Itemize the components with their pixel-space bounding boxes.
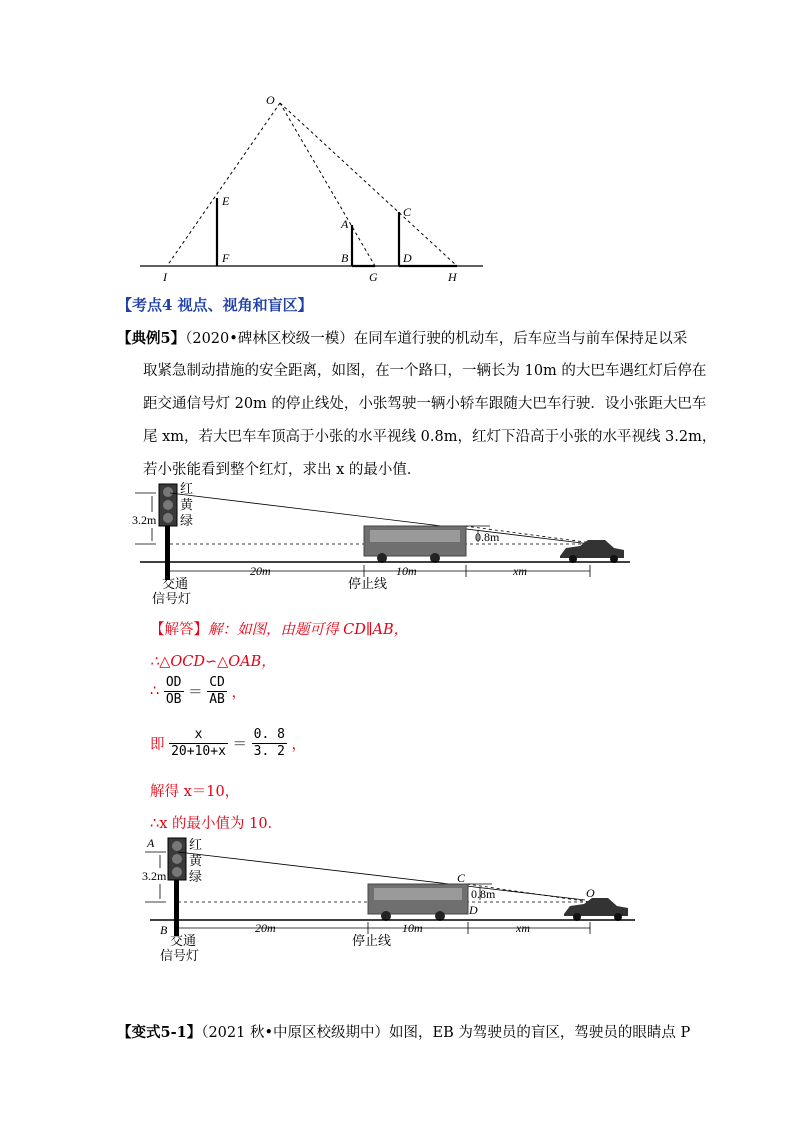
- example5-line-3: 距交通信号灯 20m 的停止线处，小张驾驶一辆小轿车跟随大巴车行驶．设小张距大巴车: [143, 396, 707, 412]
- label-G: G: [369, 270, 378, 284]
- signal-label-2: 信号灯: [152, 591, 192, 606]
- fig3-height-label: 3.2m: [142, 869, 167, 883]
- equals-sign-2: ＝: [232, 737, 248, 753]
- equals-sign-1: ＝: [188, 685, 203, 701]
- example5-tag: 【典例5】: [117, 330, 186, 347]
- fig3-label-A: A: [147, 836, 155, 850]
- answer-line-2: ∴△OCD∽△OAB，: [150, 654, 276, 670]
- label-F: F: [222, 251, 230, 265]
- fig3-car: [564, 898, 628, 921]
- frac1-num-a: OD: [165, 675, 182, 690]
- bus-gap-label: 0.8m: [475, 530, 500, 544]
- fig3-light-yellow-label: 黄: [189, 853, 203, 868]
- example5-line-2: 取紧急制动措施的安全距离，如图，在一个路口，一辆长为 10m 的大巴车遇红灯后停在: [143, 363, 707, 379]
- stop-line-label: 停止线: [348, 576, 388, 591]
- fraction-cd-ab: [207, 675, 227, 708]
- answer-line-3: [150, 675, 246, 708]
- fig3-dist-xm: xm: [516, 921, 530, 935]
- label-E: E: [222, 194, 230, 208]
- label-A: A: [341, 217, 349, 231]
- variant-text: （2021 秋•中原区校级期中）如图，EB 为驾驶员的盲区，驾驶员的眼睛点 P: [201, 1025, 691, 1041]
- fig3-dist-10m: 10m: [402, 921, 423, 935]
- light-red-label: 红: [180, 481, 194, 496]
- light-green-label: 绿: [180, 513, 194, 528]
- figure-traffic-light-labeled: [140, 832, 640, 966]
- answer-line-1: [150, 618, 408, 639]
- ray-OI: [167, 103, 280, 266]
- frac1-num-b: CD: [209, 675, 225, 690]
- frac2-num-b: 0. 8: [253, 727, 285, 742]
- fig3-label-C: C: [457, 871, 466, 885]
- dist-20m: 20m: [250, 564, 271, 578]
- frac1-den-b: AB: [209, 692, 225, 707]
- fig3-signal-label-1: 交通: [170, 933, 197, 948]
- fig3-label-O: O: [586, 886, 595, 900]
- frac1-den-a: OB: [165, 692, 182, 707]
- answer-line-4: [150, 727, 306, 760]
- frac2-den-b: 3. 2: [253, 744, 285, 759]
- traffic-light: [159, 484, 177, 580]
- fraction-x: [169, 727, 228, 760]
- ray-OG: [280, 103, 375, 266]
- label-C: C: [403, 205, 412, 219]
- signal-label-1: 交通: [162, 576, 189, 591]
- fig3-light-green-label: 绿: [189, 869, 203, 884]
- fig3-stop-line-label: 停止线: [352, 933, 392, 948]
- answer-line-6: ∴x 的最小值为 10．: [150, 816, 283, 832]
- figure-sight-lines: [135, 88, 495, 288]
- comma-2: ，: [291, 737, 307, 753]
- variant-tag: 【变式5-1】: [117, 1024, 202, 1041]
- example5-line-4: 尾 xm，若大巴车车顶高于小张的水平视线 0.8m，红灯下沿高于小张的水平视线 3.2m，: [143, 429, 717, 445]
- label-D: D: [403, 251, 412, 265]
- frac2-den-a: 20+10+x: [171, 744, 226, 759]
- answer-text-1: 解：如图，由题可得 CD∥AB，: [208, 622, 409, 638]
- frac2-num-a: x: [194, 727, 203, 742]
- bus: [364, 526, 466, 563]
- label-H: H: [448, 270, 457, 284]
- ray-OH: [280, 103, 457, 266]
- example5-text-1: （2020•碑林区校级一模）在同车道行驶的机动车，后车应当与前车保持足以采: [185, 331, 688, 347]
- answer-line-5: 解得 x＝10，: [150, 784, 240, 800]
- car: [560, 540, 624, 563]
- fig3-signal-label-2: 信号灯: [160, 948, 200, 963]
- fig3-label-D: D: [469, 903, 478, 917]
- dist-xm: xm: [513, 564, 527, 578]
- fig3-dist-20m: 20m: [255, 921, 276, 935]
- comma-1: ，: [231, 685, 246, 701]
- fig3-label-B: B: [160, 923, 168, 937]
- figure-traffic-light: [130, 478, 630, 606]
- fraction-od-ob: [164, 675, 184, 708]
- fig3-light-red-label: 红: [189, 837, 203, 852]
- answer-tag: 【解答】: [150, 622, 208, 638]
- example5-line-5: 若小张能看到整个红灯，求出 x 的最小值．: [143, 462, 422, 478]
- answer-therefore: ∴: [150, 683, 160, 700]
- height-label: 3.2m: [132, 513, 157, 527]
- fig3-bus: [368, 884, 468, 921]
- fig3-bus-gap-label: 0.8m: [471, 887, 496, 901]
- label-B: B: [341, 251, 349, 265]
- dist-10m: 10m: [396, 564, 417, 578]
- label-I: I: [163, 270, 167, 284]
- section-title: 【考点4 视点、视角和盲区】: [117, 296, 313, 314]
- fraction-ratio: [252, 727, 287, 760]
- example5-line-1: [117, 327, 687, 348]
- answer-ji: 即: [150, 737, 165, 753]
- variant-line: [117, 1021, 690, 1042]
- label-O: O: [266, 93, 275, 107]
- light-yellow-label: 黄: [180, 497, 194, 512]
